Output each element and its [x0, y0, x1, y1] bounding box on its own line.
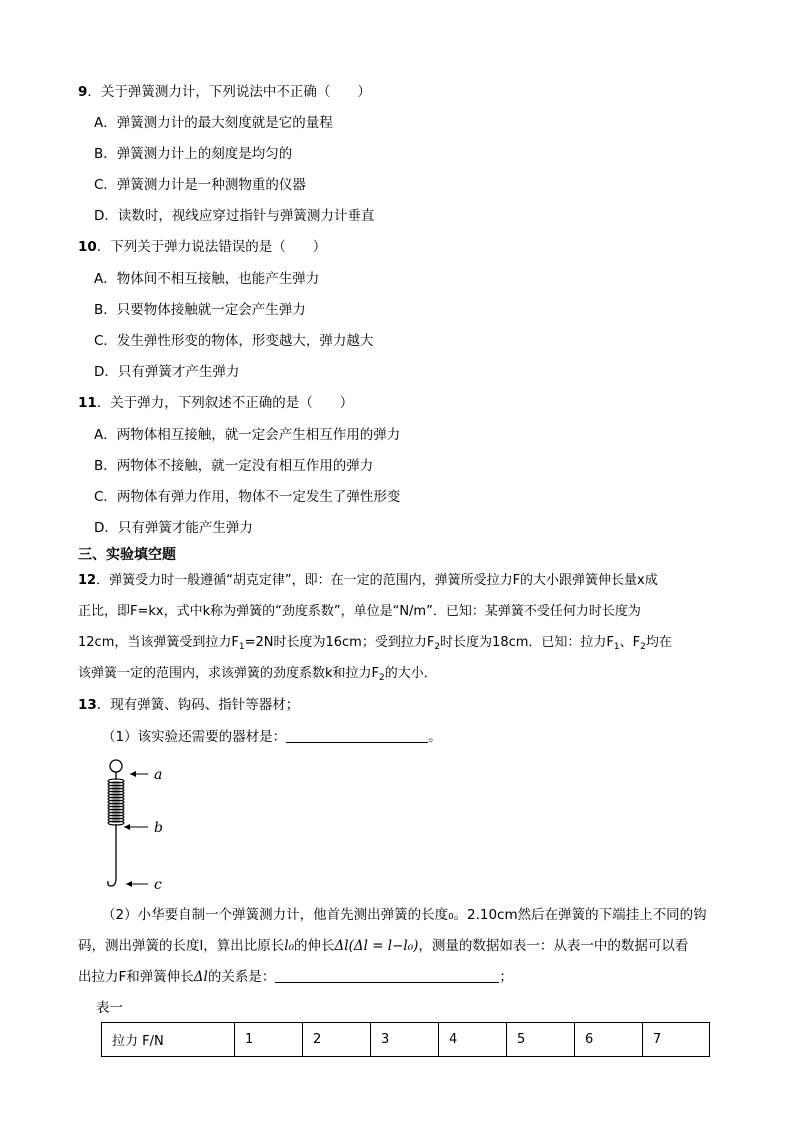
q12-line-3 — [78, 633, 672, 653]
q13-part2-line-3-end: ； — [499, 969, 513, 985]
q13-part2-line-2c: ，测量的数据如表一：从表一中的数据可以看 — [418, 938, 689, 954]
q13-number: 13 — [78, 697, 97, 713]
q9-option-a: A．弹簧测力计的最大刻度就是它的量程 — [94, 115, 333, 131]
q11-stem — [78, 393, 353, 413]
table-cell: 1 — [235, 1023, 303, 1057]
arrow-b-head — [124, 824, 130, 830]
section-heading: 三、实验填空题 — [78, 547, 176, 563]
table-cell: 5 — [507, 1023, 575, 1057]
q13-part1 — [102, 727, 442, 747]
table-cell-header: 拉力 F/N — [102, 1023, 235, 1057]
q12-number: 12 — [78, 573, 97, 588]
q10-stem-text: ．下列关于弹力说法错误的是（ ） — [96, 239, 327, 255]
q13-stem-text: ．现有弹簧、钩码、指针等器材； — [96, 697, 300, 713]
table-row — [102, 1023, 710, 1057]
q10-stem — [78, 237, 326, 257]
label-a: a — [154, 767, 163, 783]
q13-part2-line-3 — [78, 967, 513, 987]
q11-option-d: D．只有弹簧才能产生弹力 — [94, 520, 253, 536]
subscript-1: 1 — [613, 642, 620, 652]
q9-option-d: D．读数时，视线应穿过指针与弹簧测力计垂直 — [94, 208, 375, 224]
q13-part2-line-2 — [78, 936, 688, 956]
q12-line-3e: 均在 — [645, 635, 672, 650]
q12-line-4a: 该弹簧一定的范围内，求该弹簧的劲度系数k和拉力F — [78, 666, 380, 681]
arrow-c-head — [126, 881, 132, 887]
q10-option-a: A．物体间不相互接触，也能产生弹力 — [94, 271, 320, 287]
data-table — [101, 1022, 710, 1057]
q13-part2-line-2a: 码，测出弹簧的长度l，算出比原长 — [78, 938, 285, 954]
q10-option-c: C．发生弹性形变的物体，形变越大，弹力越大 — [94, 333, 374, 349]
subscript-1: 1 — [238, 642, 245, 652]
table-cell: 6 — [575, 1023, 643, 1057]
spring-hook — [108, 878, 116, 886]
q11-number: 11 — [78, 395, 97, 411]
q9-stem-text: ．关于弹簧测力计，下列说法中不正确（ ） — [87, 84, 371, 100]
q9-option-b: B．弹簧测力计上的刻度是均匀的 — [94, 146, 293, 162]
subscript-2: 2 — [379, 673, 385, 683]
q12-line-2: 正比，即F=kx，式中k称为弹簧的“劲度系数”，单位是“N/m”．已知：某弹簧不受任何力时长度为 — [78, 604, 641, 619]
q13-part2-line-3b: 的关系是： — [207, 969, 276, 985]
q13-part2-line-1: （2）小华要自制一个弹簧测力计，他首先测出弹簧的长度₀。2.10cm然后在弹簧的下端挂上不同的钩 — [102, 907, 707, 923]
q9-option-c: C．弹簧测力计是一种测物重的仪器 — [94, 177, 306, 193]
table-cell: 7 — [643, 1023, 710, 1057]
table-cell: 2 — [303, 1023, 371, 1057]
label-b: b — [154, 820, 163, 836]
q13-stem — [78, 695, 299, 715]
q9-stem — [78, 82, 371, 102]
q10-option-b: B．只要物体接触就一定会产生弹力 — [94, 302, 306, 318]
spring-top-ring — [110, 760, 122, 772]
q10-option-d: D．只有弹簧才产生弹力 — [94, 364, 240, 380]
q12-line-3d: 、F — [619, 635, 641, 650]
q9-number: 9 — [78, 84, 88, 100]
q12-line-4b: 的大小． — [384, 666, 437, 681]
q11-stem-text: ．关于弹力，下列叙述不正确的是（ ） — [96, 395, 354, 411]
q13-part2-line-3a: 出拉力F和弹簧伸长 — [78, 969, 194, 985]
answer-blank-2[interactable] — [275, 968, 499, 983]
table-caption: 表一 — [96, 1000, 123, 1016]
q11-option-a: A．两物体相互接触，就一定会产生相互作用的弹力 — [94, 427, 401, 443]
answer-blank-1[interactable] — [286, 728, 428, 743]
spring-coils — [108, 779, 124, 825]
q12-line-3c: 时长度为18cm．已知：拉力F — [440, 635, 614, 650]
spring-diagram — [100, 756, 180, 892]
q12-line-1-text: ．弹簧受力时一般遵循“胡克定律”，即：在一定的范围内，弹簧所受拉力F的大小跟弹簧伸长量x成 — [96, 573, 658, 588]
q12-line-3a: 12cm，当该弹簧受到拉力F — [78, 635, 239, 650]
q12-line-1 — [78, 571, 658, 591]
label-c: c — [154, 877, 162, 892]
elongation-formula: Δl(Δl = l−l₀) — [334, 938, 419, 954]
q11-option-c: C．两物体有弹力作用，物体不一定发生了弹性形变 — [94, 489, 401, 505]
q10-number: 10 — [78, 239, 97, 255]
subscript-2: 2 — [434, 642, 441, 652]
q11-option-b: B．两物体不接触，就一定没有相互作用的弹力 — [94, 458, 374, 474]
q12-line-4 — [78, 664, 437, 684]
table-cell: 3 — [371, 1023, 439, 1057]
symbol-l0: l₀ — [284, 938, 294, 954]
q13-part2-line-2b: 的伸长 — [294, 938, 335, 954]
q12-line-3b: =2N时长度为16cm；受到拉力F — [244, 635, 435, 650]
symbol-delta-l: Δl — [193, 969, 208, 985]
arrow-a-head — [130, 771, 136, 777]
subscript-2: 2 — [640, 642, 646, 652]
table-cell: 4 — [439, 1023, 507, 1057]
q13-part1-end: 。 — [428, 729, 442, 745]
q13-part1-text: （1）该实验还需要的器材是： — [102, 729, 287, 745]
